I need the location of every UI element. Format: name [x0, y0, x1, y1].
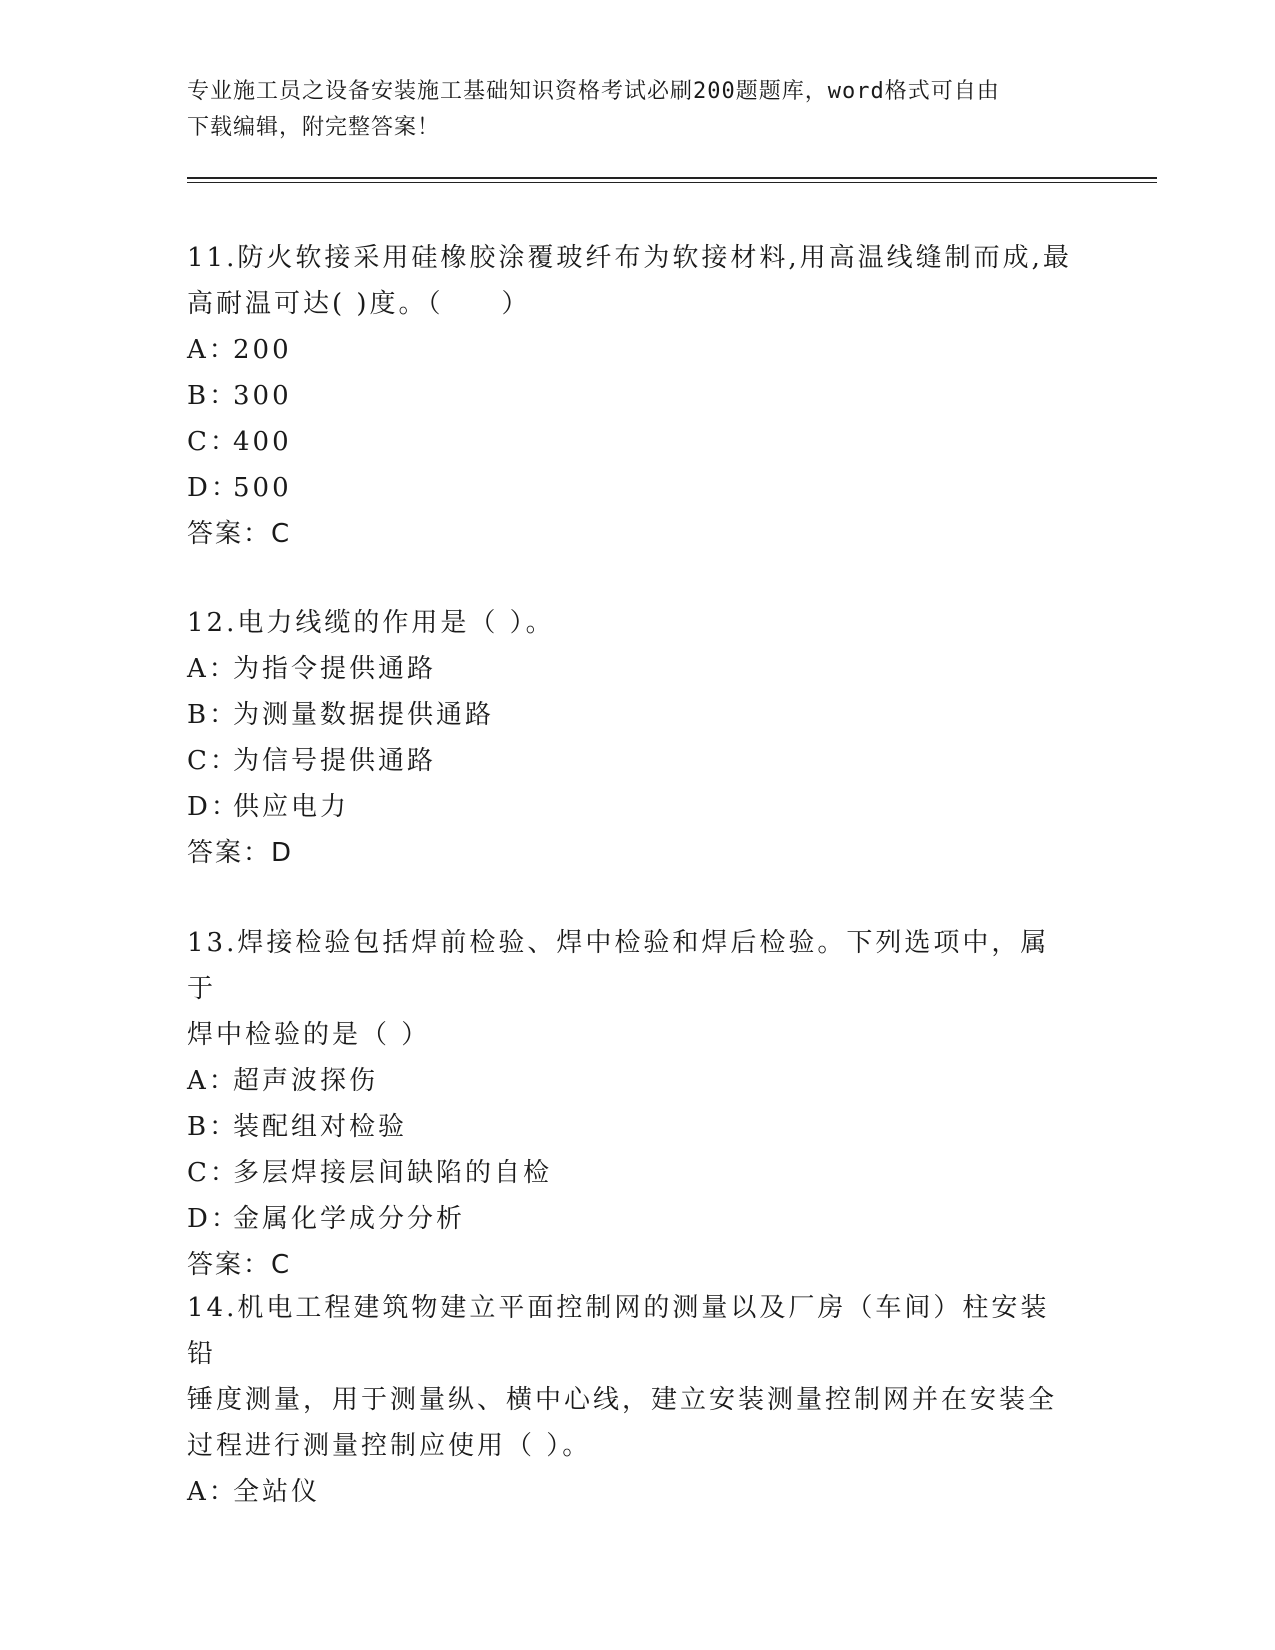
answer-line: 答案：C — [187, 519, 292, 549]
option-text: 全站仪 — [233, 1477, 321, 1507]
question-stem-line: 12.电力线缆的作用是（ ）。 — [187, 608, 555, 638]
answer-line: 答案：C — [187, 1250, 292, 1280]
option-text: 为测量数据提供通路 — [233, 700, 495, 730]
option-b — [187, 1104, 1077, 1150]
option-text: 为信号提供通路 — [233, 746, 437, 776]
option-text: 金属化学成分分析 — [233, 1204, 466, 1234]
option-letter: D： — [187, 792, 240, 822]
option-letter: D： — [187, 1204, 240, 1234]
question-stem-line: 13.焊接检验包括焊前检验、焊中检验和焊后检验。下列选项中，属于 — [187, 928, 1050, 1004]
option-c — [187, 1150, 1077, 1196]
option-text: 装配组对检验 — [233, 1112, 408, 1142]
question-stem-line: 高耐温可达( )度。（ ） — [187, 289, 531, 319]
option-c — [187, 419, 1077, 465]
option-text: 200 — [233, 335, 292, 365]
option-letter: A： — [187, 654, 238, 684]
question-12 — [187, 600, 1077, 876]
option-text: 500 — [233, 473, 292, 503]
option-letter: A： — [187, 335, 238, 365]
header-divider-thin — [187, 182, 1157, 183]
header-divider-thick — [187, 177, 1157, 179]
question-14 — [187, 1285, 1077, 1515]
option-a — [187, 646, 1077, 692]
option-letter: B： — [187, 381, 239, 411]
option-letter: C： — [187, 1158, 239, 1188]
question-13 — [187, 920, 1077, 1288]
option-letter: C： — [187, 746, 239, 776]
option-b — [187, 373, 1077, 419]
option-c — [187, 738, 1077, 784]
option-letter: C： — [187, 427, 239, 457]
question-stem-line: 焊中检验的是（ ） — [187, 1020, 431, 1050]
option-letter: D： — [187, 473, 240, 503]
option-a — [187, 327, 1077, 373]
option-letter: A： — [187, 1477, 238, 1507]
header-line-2: 下载编辑，附完整答案！ — [187, 115, 441, 140]
answer-line: 答案：D — [187, 838, 294, 868]
option-d — [187, 784, 1077, 830]
option-d — [187, 465, 1077, 511]
option-text: 300 — [233, 381, 292, 411]
question-stem-line: 14.机电工程建筑物建立平面控制网的测量以及厂房（车间）柱安装铅 — [187, 1293, 1050, 1369]
option-letter: B： — [187, 1112, 239, 1142]
question-11 — [187, 235, 1077, 557]
option-text: 多层焊接层间缺陷的自检 — [233, 1158, 553, 1188]
option-text: 为指令提供通路 — [233, 654, 437, 684]
option-letter: A： — [187, 1066, 238, 1096]
option-a — [187, 1469, 1077, 1515]
option-text: 400 — [233, 427, 292, 457]
question-stem-line: 锤度测量，用于测量纵、横中心线，建立安装测量控制网并在安装全 — [187, 1385, 1058, 1415]
option-letter: B： — [187, 700, 239, 730]
option-a — [187, 1058, 1077, 1104]
document-header — [187, 74, 1087, 146]
option-text: 超声波探伤 — [233, 1066, 379, 1096]
option-d — [187, 1196, 1077, 1242]
option-b — [187, 692, 1077, 738]
option-text: 供应电力 — [233, 792, 350, 822]
question-stem-line: 11.防火软接采用硅橡胶涂覆玻纤布为软接材料,用高温线缝制而成,最 — [187, 243, 1072, 273]
question-stem-line: 过程进行测量控制应使用（ ）。 — [187, 1431, 592, 1461]
header-line-1: 专业施工员之设备安装施工基础知识资格考试必刷200题题库，word格式可自由 — [187, 79, 1000, 104]
